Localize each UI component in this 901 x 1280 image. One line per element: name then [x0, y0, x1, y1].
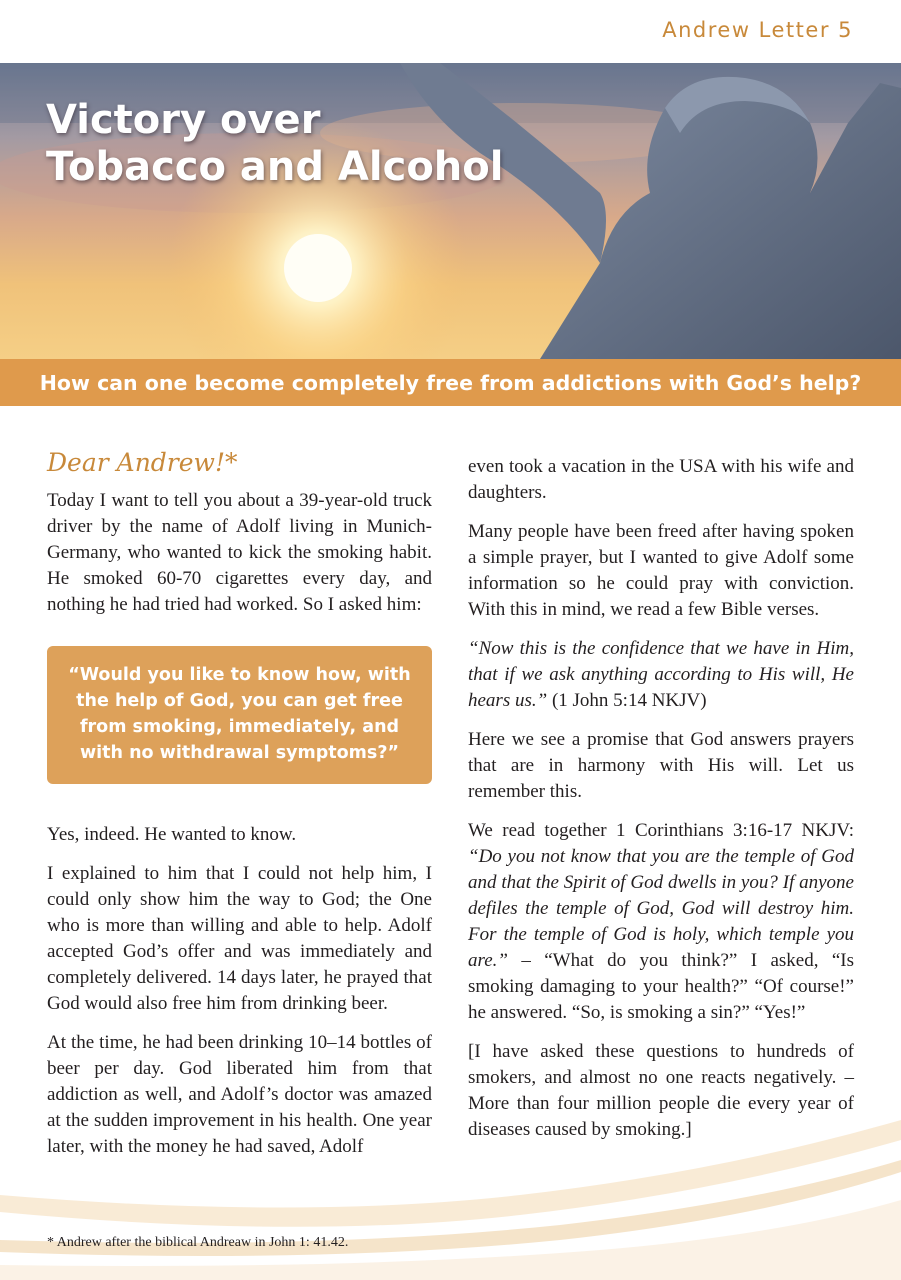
bible-verse [468, 636, 854, 714]
paragraph: At the time, he had been drinking 10–14 bottles of beer per day. God liberated him from that addiction as well, and Adolf’s doctor was amazed at the sudden improvement in his health. One year later, with the money he had saved, Adolf [47, 1032, 432, 1157]
callout-quote: “Would you like to know how, with the help of God, you can get free from smoking, immediately, and with no withdrawal symptoms?” [68, 665, 411, 763]
letter-label: Andrew Letter 5 [662, 18, 853, 42]
paragraph-intro: We read together 1 Corinthians 3:16-17 NKJV: [468, 820, 854, 841]
paragraph-rest: – “What do you think?” I asked, “Is smoking damaging to your health?” “Of course!” he answered. “So, is smoking a sin?” “Yes!” [468, 950, 854, 1023]
right-column [468, 454, 854, 1156]
callout-box [47, 646, 432, 784]
hero-image [0, 63, 901, 359]
left-column [47, 440, 432, 1173]
subtitle-text: How can one become completely free from addictions with God’s help? [39, 370, 862, 395]
footnote: * Andrew after the biblical Andreaw in John 1: 41.42. [47, 1235, 349, 1250]
subtitle-banner [0, 359, 901, 406]
verse-text: “Do you not know that you are the temple of God and that the Spirit of God dwells in you? If anyone defiles the temple of God, God will destroy him. For the temple of God is holy, which temple you are.” [468, 846, 854, 971]
paragraph: [I have asked these questions to hundreds of smokers, and almost no one reacts negatively. – More than four million people die every year of diseases caused by smoking.] [468, 1041, 854, 1140]
paragraph: I explained to him that I could not help him, I could only show him the way to God; the One who is more than willing and able to help. Adolf accepted God’s offer and was immediately and completely delivered. 14 days later, he prayed that God would also free him from drinking beer. [47, 863, 432, 1014]
verse-reference: (1 John 5:14 NKJV) [547, 690, 707, 711]
title-line-1: Victory over [46, 97, 321, 143]
paragraph: Yes, indeed. He wanted to know. [47, 824, 297, 845]
paragraph [468, 818, 854, 1026]
salutation: Dear Andrew!* [47, 448, 238, 477]
title-line-2: Tobacco and Alcohol [46, 144, 504, 190]
paragraph: even took a vacation in the USA with his wife and daughters. [468, 456, 854, 503]
verse-text: “Now this is the confidence that we have in Him, that if we ask anything according to His will, He hears us.” [468, 638, 854, 711]
page-title [46, 97, 503, 191]
paragraph: Many people have been freed after having spoken a simple prayer, but I wanted to give Adolf some information so he could pray with conviction. With this in mind, we read a few Bible verses. [468, 521, 854, 620]
paragraph: Today I want to tell you about a 39-year-old truck driver by the name of Adolf living in Munich-Germany, who wanted to kick the smoking habit. He smoked 60-70 cigarettes every day, and nothing he had tried had worked. So I asked him: [47, 490, 432, 615]
paragraph: Here we see a promise that God answers prayers that are in harmony with His will. Let us remember this. [468, 729, 854, 802]
